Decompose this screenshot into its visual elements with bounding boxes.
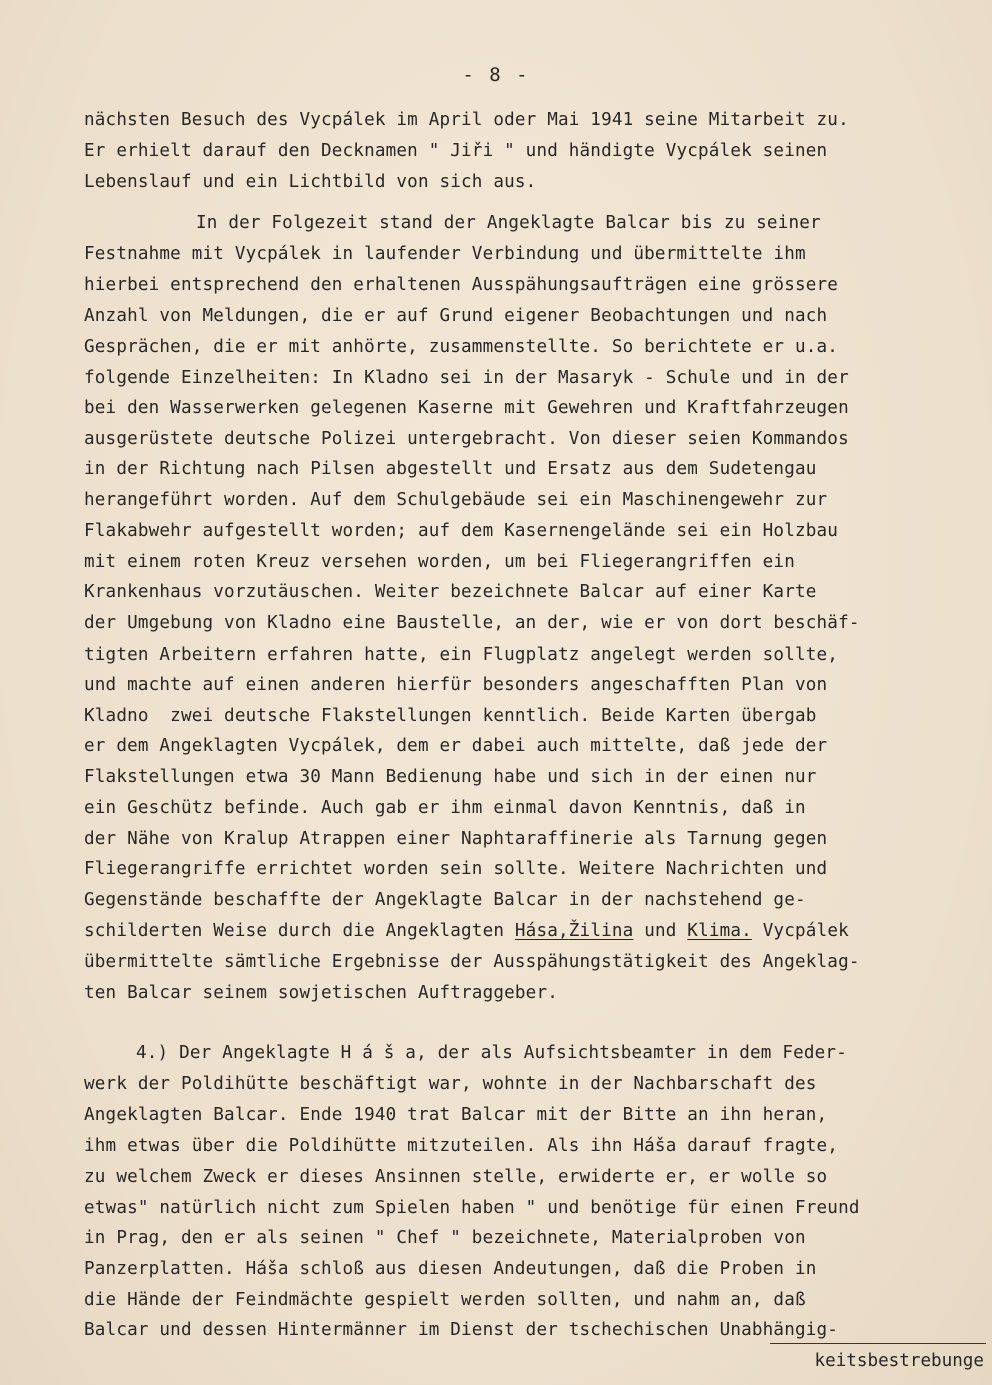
text-line: Flakstellungen etwa 30 Mann Bedienung habe und sich in der einen nur: [84, 767, 817, 787]
text-line: Anzahl von Meldungen, die er auf Grund eigener Beobachtungen und nach: [84, 306, 828, 326]
text-line: Kladno zwei deutsche Flakstellungen kenntlich. Beide Karten übergab: [84, 706, 817, 726]
text-line: bei den Wasserwerken gelegenen Kaserne mit Gewehren und Kraftfahrzeugen: [84, 398, 849, 418]
text-line: der Nähe von Kralup Atrappen einer Naphtaraffinerie als Tarnung gegen: [84, 829, 828, 849]
text-line: Angeklagten Balcar. Ende 1940 trat Balcar mit der Bitte an ihn heran,: [84, 1105, 828, 1125]
text-segment: Vycpálek: [751, 921, 849, 941]
underlined-name-klima: Klima.: [687, 921, 752, 941]
text-segment: und: [633, 921, 688, 941]
text-line: und machte auf einen anderen hierfür besonders angeschafften Plan von: [84, 675, 828, 695]
text-line: In der Folgezeit stand der Angeklagte Balcar bis zu seiner: [196, 213, 821, 233]
text-line: herangeführt worden. Auf dem Schulgebäude sei ein Maschinengewehr zur: [84, 490, 828, 510]
text-line: Panzerplatten. Háša schloß aus diesen Andeutungen, daß die Proben in: [84, 1259, 817, 1279]
text-line: Flakabwehr aufgestellt worden; auf dem Kasernengelände sei ein Holzbau: [84, 521, 839, 541]
text-line: ten Balcar seinem sowjetischen Auftraggeber.: [84, 983, 558, 1003]
text-line: folgende Einzelheiten: In Kladno sei in der Masaryk - Schule und in der: [84, 368, 849, 388]
text-line: zu welchem Zweck er dieses Ansinnen stelle, erwiderte er, er wolle so: [84, 1167, 828, 1187]
text-line: mit einem roten Kreuz versehen worden, um bei Fliegerangriffen ein: [84, 552, 795, 572]
text-line: Lebenslauf und ein Lichtbild von sich aus.: [84, 172, 537, 192]
section-heading-line: 4.) Der Angeklagte H á š a, der als Aufsichtsbeamter in dem Feder-: [136, 1043, 847, 1063]
underlined-name-zilina: Žilina: [568, 921, 634, 941]
text-line: ein Geschütz befinde. Auch gab er ihm einmal davon Kenntnis, daß in: [84, 798, 806, 818]
text-line: Krankenhaus vorzutäuschen. Weiter bezeichnete Balcar auf einer Karte: [84, 582, 817, 602]
text-line: tigten Arbeitern erfahren hatte, ein Flugplatz angelegt werden sollte,: [84, 645, 839, 665]
text-line: der Umgebung von Kladno eine Baustelle, an der, wie er von dort beschäf-: [84, 613, 860, 633]
text-line: werk der Poldihütte beschäftigt war, wohnte in der Nachbarschaft des: [84, 1074, 817, 1094]
page-number: - 8 -: [462, 64, 530, 86]
continuation-rule: [770, 1343, 986, 1344]
text-line: er dem Angeklagten Vycpálek, dem er dabei auch mittelte, daß jede der: [84, 736, 828, 756]
text-line: in Prag, den er als seinen " Chef " bezeichnete, Materialproben von: [84, 1228, 806, 1248]
text-line: Festnahme mit Vycpálek in laufender Verbindung und übermittelte ihm: [84, 244, 806, 264]
text-line: übermittelte sämtliche Ergebnisse der Ausspähungstätigkeit des Angeklag-: [84, 952, 860, 972]
text-line: etwas" natürlich nicht zum Spielen haben " und benötige für einen Freund: [84, 1198, 860, 1218]
underlined-name-hasa: Hása,: [514, 921, 569, 941]
text-line: Gegenstände beschaffte der Angeklagte Balcar in der nachstehend ge-: [84, 890, 806, 910]
text-line: die Hände der Feindmächte gespielt werden sollten, und nahm an, daß: [84, 1290, 806, 1310]
text-line-with-names: [84, 919, 849, 943]
text-line: Er erhielt darauf den Decknamen " Jiři " und händigte Vycpálek seinen: [84, 141, 828, 161]
page-continuation-word: keitsbestrebunge: [814, 1351, 984, 1371]
text-line: ihm etwas über die Poldihütte mitzuteilen. Als ihn Háša darauf fragte,: [84, 1136, 839, 1156]
text-line: Balcar und dessen Hintermänner im Dienst der tschechischen Unabhängig-: [84, 1320, 839, 1340]
text-line: hierbei entsprechend den erhaltenen Ausspähungsaufträgen eine grössere: [84, 275, 839, 295]
text-line: nächsten Besuch des Vycpálek im April oder Mai 1941 seine Mitarbeit zu.: [84, 110, 849, 130]
text-line: ausgerüstete deutsche Polizei untergebracht. Von dieser seien Kommandos: [84, 429, 849, 449]
text-line: Gesprächen, die er mit anhörte, zusammenstellte. So berichtete er u.a.: [84, 337, 839, 357]
text-segment: schilderten Weise durch die Angeklagten: [84, 921, 515, 941]
text-line: in der Richtung nach Pilsen abgestellt und Ersatz aus dem Sudetengau: [84, 459, 817, 479]
text-line: Fliegerangriffe errichtet worden sein sollte. Weitere Nachrichten und: [84, 859, 828, 879]
